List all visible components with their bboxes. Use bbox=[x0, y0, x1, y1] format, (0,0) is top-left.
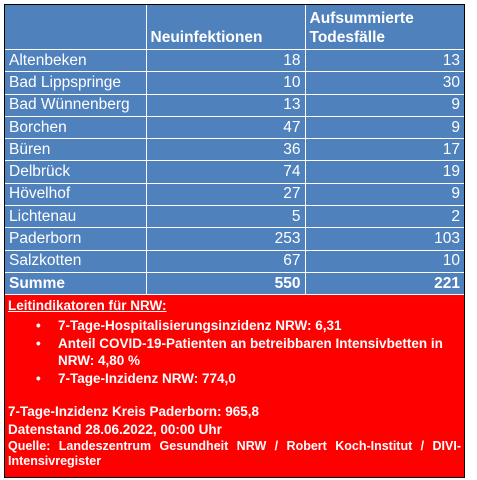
deaths-value: 17 bbox=[305, 139, 464, 161]
table-row bbox=[5, 72, 464, 94]
deaths-value: 2 bbox=[305, 206, 464, 228]
table-row bbox=[5, 228, 464, 250]
spacer bbox=[8, 387, 461, 403]
table-row bbox=[5, 250, 464, 272]
new-infections-value: 5 bbox=[146, 206, 305, 228]
municipality-name: Lichtenau bbox=[5, 206, 146, 228]
indicator-text: Anteil COVID-19-Patienten an betreibbaren Intensivbetten in NRW: 4,80 % bbox=[58, 335, 443, 369]
indicator-icu-share bbox=[36, 335, 461, 370]
sum-deaths: 221 bbox=[305, 272, 464, 294]
new-infections-value: 13 bbox=[146, 94, 305, 116]
municipality-name: Borchen bbox=[5, 116, 146, 138]
deaths-value: 103 bbox=[305, 228, 464, 250]
sum-row bbox=[5, 272, 464, 294]
table-row bbox=[5, 50, 464, 72]
indicators-heading: Leitindikatoren für NRW: bbox=[8, 298, 167, 314]
deaths-value: 19 bbox=[305, 161, 464, 183]
deaths-value: 9 bbox=[305, 183, 464, 205]
table-body bbox=[5, 50, 464, 295]
deaths-value: 10 bbox=[305, 250, 464, 272]
municipality-name: Hövelhof bbox=[5, 183, 146, 205]
table-header-row bbox=[5, 5, 464, 50]
indicator-text: 7-Tage-Inzidenz NRW: 774,0 bbox=[58, 370, 236, 386]
bullet-icon: • bbox=[36, 318, 41, 334]
bullet-icon: • bbox=[36, 335, 41, 351]
new-infections-value: 67 bbox=[146, 250, 305, 272]
table-row bbox=[5, 161, 464, 183]
sum-new-infections: 550 bbox=[146, 272, 305, 294]
municipality-name: Büren bbox=[5, 139, 146, 161]
header-total-deaths: Aufsummierte Todesfälle bbox=[305, 5, 464, 50]
sum-label: Summe bbox=[5, 272, 146, 294]
table-row bbox=[5, 116, 464, 138]
deaths-value: 30 bbox=[305, 72, 464, 94]
datestamp: Datenstand 28.06.2022, 00:00 Uhr bbox=[8, 422, 222, 438]
new-infections-value: 47 bbox=[146, 116, 305, 138]
municipality-name: Altenbeken bbox=[5, 50, 146, 72]
new-infections-value: 18 bbox=[146, 50, 305, 72]
new-infections-value: 27 bbox=[146, 183, 305, 205]
new-infections-value: 253 bbox=[146, 228, 305, 250]
municipality-name: Bad Lippspringe bbox=[5, 72, 146, 94]
municipality-table bbox=[5, 5, 464, 295]
municipality-name: Paderborn bbox=[5, 228, 146, 250]
nrw-indicators-box bbox=[5, 295, 464, 477]
indicator-text: 7-Tage-Hospitalisierungsinzidenz NRW: 6,31 bbox=[58, 318, 342, 334]
table-row bbox=[5, 206, 464, 228]
source-note: Quelle: Landeszentrum Gesundheit NRW / Robert Koch-Institut / DIVI-Intensivregister bbox=[8, 439, 461, 469]
table-row bbox=[5, 139, 464, 161]
deaths-value: 9 bbox=[305, 116, 464, 138]
bullet-icon: • bbox=[36, 370, 41, 386]
indicator-nrw-incidence bbox=[36, 370, 461, 388]
new-infections-value: 74 bbox=[146, 161, 305, 183]
kreis-incidence: 7-Tage-Inzidenz Kreis Paderborn: 965,8 bbox=[8, 404, 260, 420]
deaths-value: 13 bbox=[305, 50, 464, 72]
table-row bbox=[5, 94, 464, 116]
indicators-list bbox=[8, 317, 461, 387]
new-infections-value: 10 bbox=[146, 72, 305, 94]
header-municipality bbox=[5, 5, 146, 50]
municipality-name: Bad Wünnenberg bbox=[5, 94, 146, 116]
table-row bbox=[5, 183, 464, 205]
municipality-name: Delbrück bbox=[5, 161, 146, 183]
municipality-name: Salzkotten bbox=[5, 250, 146, 272]
indicator-hospitalization bbox=[36, 317, 461, 335]
new-infections-value: 36 bbox=[146, 139, 305, 161]
deaths-value: 9 bbox=[305, 94, 464, 116]
covid-report bbox=[4, 4, 465, 478]
header-new-infections: Neuinfektionen bbox=[146, 5, 305, 50]
